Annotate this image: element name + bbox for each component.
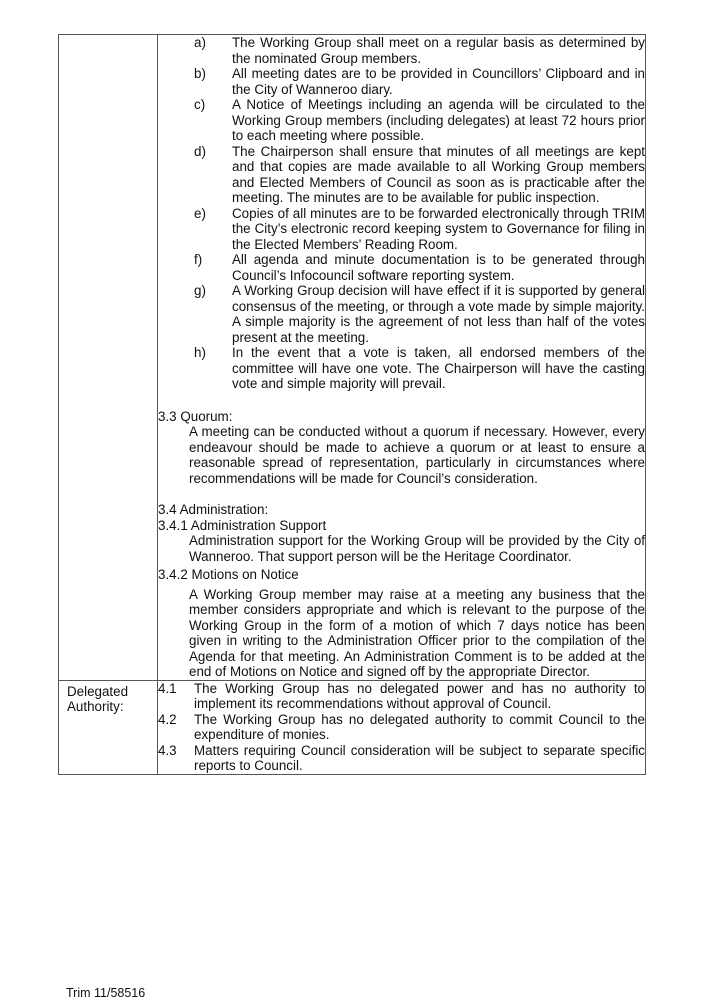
list-item-key: e) xyxy=(194,205,206,221)
list-item xyxy=(194,283,645,345)
list-item-text: A Notice of Meetings including an agenda will be circulated to the Working Group members (including delegates) at least 72 hours prior to each meeting where possible. xyxy=(232,97,645,143)
list-item xyxy=(158,681,645,712)
quorum-section xyxy=(158,409,645,487)
meeting-procedures-cell xyxy=(158,35,646,681)
footer-reference: Trim 11/58516 xyxy=(66,986,146,1000)
list-item xyxy=(194,97,645,144)
meeting-procedures-list xyxy=(194,35,645,392)
list-item xyxy=(194,144,645,206)
motions-heading: 3.4.2 Motions on Notice xyxy=(158,567,299,582)
list-item-text: Matters requiring Council consideration will be subject to separate specific reports to Council. xyxy=(194,742,645,773)
list-item-key: g) xyxy=(194,283,206,298)
list-item xyxy=(194,35,645,66)
delegated-authority-cell xyxy=(158,680,646,774)
list-item-text: In the event that a vote is taken, all endorsed members of the committee will have one vote. The Chairperson will have the casting vote and simple majority will prevail. xyxy=(232,345,645,391)
motions-text: A Working Group member may raise at a meeting any business that the member considers appropriate and which is relevant to the purpose of the Working Group in the form of a motion of which 7 days notice has been given in writing to the Administration Officer prior to the compilation of the Agenda for that meeting. An Administration Comment is to be added at the end of Motions on Notice and signed off by the appropriate Director. xyxy=(189,586,645,679)
terms-table xyxy=(58,34,646,775)
list-item-key: b) xyxy=(194,66,206,81)
list-item-key: h) xyxy=(194,345,206,360)
quorum-heading: 3.3 Quorum: xyxy=(158,408,233,424)
list-item-text: A Working Group decision will have effect if it is supported by general consensus of the meeting, or through a vote made by simple majority. A simple majority is the agreement of not less than half of the votes present at the meeting. xyxy=(232,283,645,345)
delegated-authority-label: Delegated Authority: xyxy=(67,683,129,714)
list-item-key: 4.1 xyxy=(158,680,177,696)
list-item xyxy=(158,743,645,774)
administration-heading: 3.4 Administration: xyxy=(158,502,269,517)
administration-section xyxy=(158,502,645,680)
list-item-text: The Working Group has no delegated authority to commit Council to the expenditure of monies. xyxy=(194,711,645,742)
quorum-text: A meeting can be conducted without a quorum if necessary. However, every endeavour should be made to achieve a quorum or at least to ensure a reasonable spread of representation, particularly in circumstances where recommendations will be made for Council’s consideration. xyxy=(189,424,645,486)
list-item-key: f) xyxy=(194,252,203,267)
list-item xyxy=(158,712,645,743)
row-label-cell xyxy=(59,680,158,774)
list-item-text: Copies of all minutes are to be forwarded electronically through TRIM the City’s electronic record keeping system to Governance for filing in the Elected Members’ Reading Room. xyxy=(232,205,645,252)
list-item-key: 4.3 xyxy=(158,742,177,758)
list-item-text: The Chairperson shall ensure that minutes of all meetings are kept and that copies are made available to all Working Group members and Elected Members of Council as soon as is practicable after the meeting. The minutes are to be available for public inspection. xyxy=(232,143,645,205)
list-item-text: The Working Group shall meet on a regular basis as determined by the nominated Group members. xyxy=(232,35,645,66)
meetings-row xyxy=(59,35,646,681)
row-label-cell xyxy=(59,35,158,681)
list-item xyxy=(194,206,645,253)
delegated-authority-row xyxy=(59,680,646,774)
admin-support-heading: 3.4.1 Administration Support xyxy=(158,517,327,533)
list-item-key: a) xyxy=(194,35,206,50)
list-item-text: The Working Group has no delegated power and has no authority to implement its recommendations without approval of Council. xyxy=(194,680,645,711)
delegated-authority-list xyxy=(158,681,645,774)
list-item xyxy=(194,252,645,283)
list-item-key: c) xyxy=(194,97,206,112)
list-item xyxy=(194,66,645,97)
admin-support-text: Administration support for the Working Group will be provided by the City of Wanneroo. That support person will be the Heritage Coordinator. xyxy=(189,533,645,564)
list-item-text: All meeting dates are to be provided in Councillors’ Clipboard and in the City of Wanneroo diary. xyxy=(232,66,645,97)
list-item-text: All agenda and minute documentation is to be generated through Council’s Infocouncil software reporting system. xyxy=(232,252,645,283)
list-item-key: d) xyxy=(194,143,206,159)
list-item-key: 4.2 xyxy=(158,711,177,727)
list-item xyxy=(194,345,645,392)
